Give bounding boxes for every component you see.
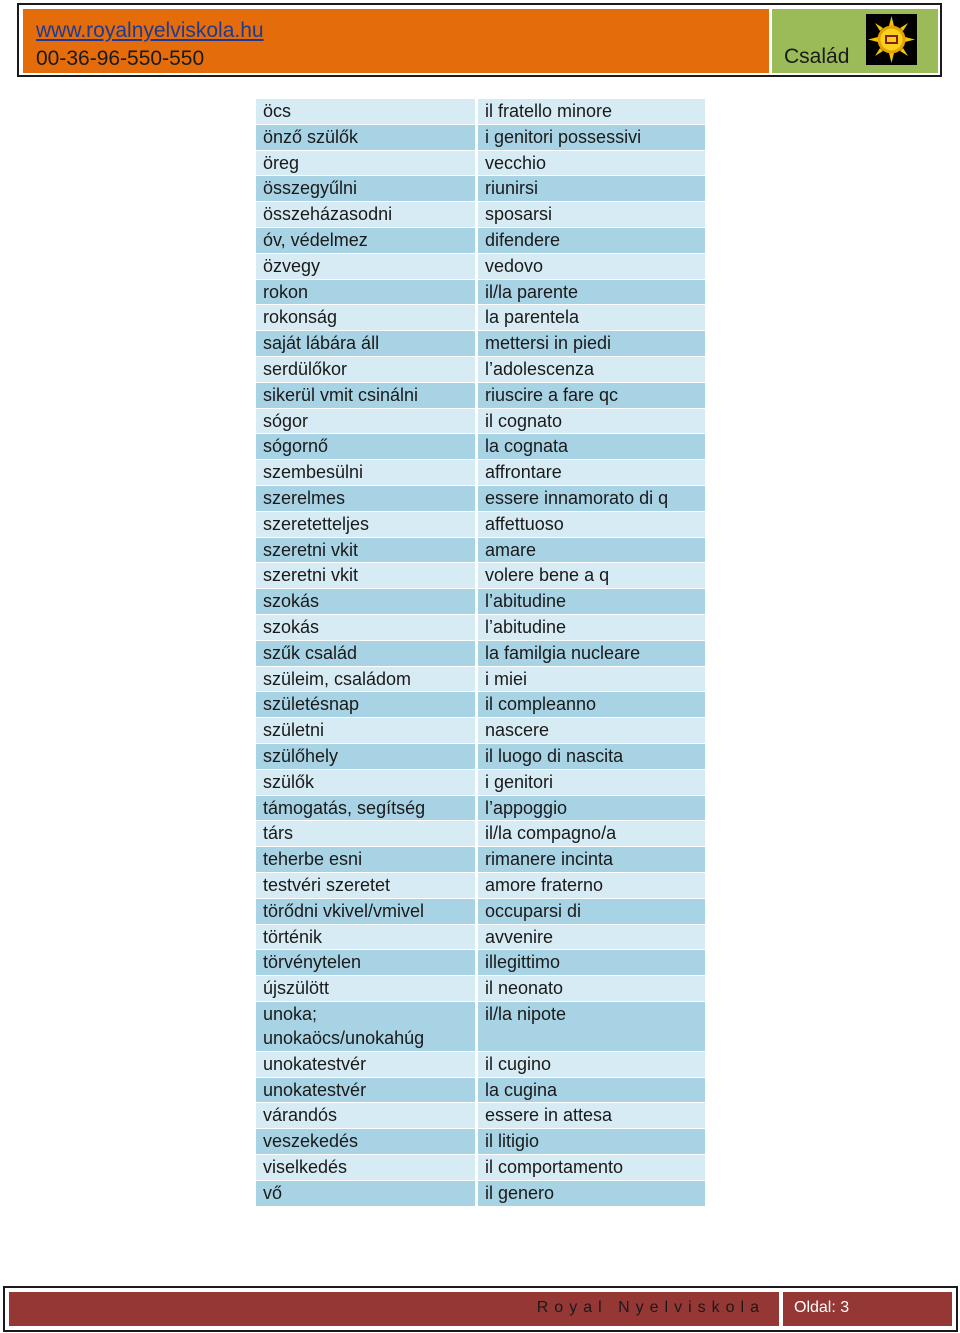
hungarian-term: özvegy bbox=[256, 254, 475, 280]
table-row bbox=[256, 1078, 705, 1104]
table-row bbox=[256, 331, 705, 357]
table-row bbox=[256, 899, 705, 925]
table-row bbox=[256, 589, 705, 615]
hungarian-term: szülőhely bbox=[256, 744, 475, 770]
hungarian-term: unoka; unokaöcs/unokahúg bbox=[256, 1002, 475, 1052]
italian-term: essere in attesa bbox=[478, 1103, 705, 1129]
italian-term: rimanere incinta bbox=[478, 847, 705, 873]
hungarian-term: öreg bbox=[256, 151, 475, 177]
italian-term: la cugina bbox=[478, 1078, 705, 1104]
table-row bbox=[256, 718, 705, 744]
table-row bbox=[256, 667, 705, 693]
hungarian-term: támogatás, segítség bbox=[256, 796, 475, 822]
table-row bbox=[256, 151, 705, 177]
italian-term: il genero bbox=[478, 1181, 705, 1207]
italian-term: l’abitudine bbox=[478, 615, 705, 641]
table-row bbox=[256, 383, 705, 409]
table-row bbox=[256, 847, 705, 873]
italian-term: essere innamorato di q bbox=[478, 486, 705, 512]
table-row bbox=[256, 512, 705, 538]
italian-term: avvenire bbox=[478, 925, 705, 951]
table-row bbox=[256, 563, 705, 589]
table-row bbox=[256, 357, 705, 383]
italian-term: i genitori bbox=[478, 770, 705, 796]
italian-term: l’adolescenza bbox=[478, 357, 705, 383]
table-row bbox=[256, 99, 705, 125]
table-row bbox=[256, 615, 705, 641]
italian-term: il cugino bbox=[478, 1052, 705, 1078]
hungarian-term: viselkedés bbox=[256, 1155, 475, 1181]
hungarian-term: várandós bbox=[256, 1103, 475, 1129]
italian-term: occuparsi di bbox=[478, 899, 705, 925]
hungarian-term: rokonság bbox=[256, 305, 475, 331]
table-row bbox=[256, 460, 705, 486]
italian-term: il cognato bbox=[478, 409, 705, 435]
table-row bbox=[256, 641, 705, 667]
hungarian-term: serdülőkor bbox=[256, 357, 475, 383]
hungarian-term: szokás bbox=[256, 589, 475, 615]
italian-term: il comportamento bbox=[478, 1155, 705, 1181]
hungarian-term: születésnap bbox=[256, 692, 475, 718]
italian-term: il compleanno bbox=[478, 692, 705, 718]
hungarian-term: sógornő bbox=[256, 434, 475, 460]
hungarian-term: szeretni vkit bbox=[256, 563, 475, 589]
italian-term: volere bene a q bbox=[478, 563, 705, 589]
hungarian-term: szerelmes bbox=[256, 486, 475, 512]
hungarian-term: törődni vkivel/vmivel bbox=[256, 899, 475, 925]
italian-term: vedovo bbox=[478, 254, 705, 280]
phone-number: 00-36-96-550-550 bbox=[36, 47, 205, 70]
hungarian-term: óv, védelmez bbox=[256, 228, 475, 254]
table-row bbox=[256, 692, 705, 718]
hungarian-term: szűk család bbox=[256, 641, 475, 667]
hungarian-term: történik bbox=[256, 925, 475, 951]
hungarian-term: újszülött bbox=[256, 976, 475, 1002]
hungarian-term: veszekedés bbox=[256, 1129, 475, 1155]
italian-term: difendere bbox=[478, 228, 705, 254]
hungarian-term: szeretetteljes bbox=[256, 512, 475, 538]
table-row bbox=[256, 796, 705, 822]
italian-term: il/la compagno/a bbox=[478, 821, 705, 847]
italian-term: la familgia nucleare bbox=[478, 641, 705, 667]
hungarian-term: unokatestvér bbox=[256, 1078, 475, 1104]
italian-term: il luogo di nascita bbox=[478, 744, 705, 770]
italian-term: i genitori possessivi bbox=[478, 125, 705, 151]
italian-term: riuscire a fare qc bbox=[478, 383, 705, 409]
italian-term: amore fraterno bbox=[478, 873, 705, 899]
hungarian-term: testvéri szeretet bbox=[256, 873, 475, 899]
hungarian-term: sógor bbox=[256, 409, 475, 435]
italian-term: vecchio bbox=[478, 151, 705, 177]
table-row bbox=[256, 409, 705, 435]
footer-brand-panel bbox=[9, 1292, 779, 1326]
italian-term: il fratello minore bbox=[478, 99, 705, 125]
table-row bbox=[256, 744, 705, 770]
hungarian-term: szembesülni bbox=[256, 460, 475, 486]
hungarian-term: szülők bbox=[256, 770, 475, 796]
table-row bbox=[256, 434, 705, 460]
table-row bbox=[256, 821, 705, 847]
table-row bbox=[256, 305, 705, 331]
footer-brand: Royal Nyelviskola bbox=[536, 1299, 765, 1316]
table-row bbox=[256, 538, 705, 564]
hungarian-term: sikerül vmit csinálni bbox=[256, 383, 475, 409]
italian-term: l’abitudine bbox=[478, 589, 705, 615]
italian-term: sposarsi bbox=[478, 202, 705, 228]
hungarian-term: születni bbox=[256, 718, 475, 744]
hungarian-term: saját lábára áll bbox=[256, 331, 475, 357]
italian-term: l’appoggio bbox=[478, 796, 705, 822]
table-row bbox=[256, 925, 705, 951]
italian-term: la parentela bbox=[478, 305, 705, 331]
italian-term: nascere bbox=[478, 718, 705, 744]
table-row bbox=[256, 176, 705, 202]
italian-term: mettersi in piedi bbox=[478, 331, 705, 357]
hungarian-term: törvénytelen bbox=[256, 950, 475, 976]
page-title: Család bbox=[784, 45, 850, 68]
page-footer bbox=[3, 1286, 958, 1332]
italian-term: affettuoso bbox=[478, 512, 705, 538]
hungarian-term: szeretni vkit bbox=[256, 538, 475, 564]
table-row bbox=[256, 873, 705, 899]
hungarian-term: rokon bbox=[256, 280, 475, 306]
hungarian-term: öcs bbox=[256, 99, 475, 125]
table-row bbox=[256, 1002, 705, 1052]
italian-term: riunirsi bbox=[478, 176, 705, 202]
table-row bbox=[256, 1155, 705, 1181]
table-row bbox=[256, 950, 705, 976]
hungarian-term: szokás bbox=[256, 615, 475, 641]
hungarian-term: teherbe esni bbox=[256, 847, 475, 873]
italian-term: la cognata bbox=[478, 434, 705, 460]
table-row bbox=[256, 228, 705, 254]
hungarian-term: összeházasodni bbox=[256, 202, 475, 228]
hungarian-term: szüleim, családom bbox=[256, 667, 475, 693]
table-row bbox=[256, 1129, 705, 1155]
header-contact-panel bbox=[23, 9, 769, 73]
italian-term: il litigio bbox=[478, 1129, 705, 1155]
italian-term: il/la nipote bbox=[478, 1002, 705, 1052]
table-row bbox=[256, 125, 705, 151]
header-title-panel bbox=[772, 9, 938, 73]
table-row bbox=[256, 280, 705, 306]
italian-term: i miei bbox=[478, 667, 705, 693]
table-row bbox=[256, 1052, 705, 1078]
italian-term: illegittimo bbox=[478, 950, 705, 976]
italian-term: il/la parente bbox=[478, 280, 705, 306]
table-row bbox=[256, 202, 705, 228]
vocabulary-table bbox=[256, 99, 705, 1207]
italian-term: amare bbox=[478, 538, 705, 564]
sun-emblem-icon bbox=[866, 14, 917, 65]
page-header bbox=[17, 3, 942, 77]
table-row bbox=[256, 486, 705, 512]
table-row bbox=[256, 1181, 705, 1207]
table-row bbox=[256, 770, 705, 796]
hungarian-term: társ bbox=[256, 821, 475, 847]
hungarian-term: vő bbox=[256, 1181, 475, 1207]
hungarian-term: összegyűlni bbox=[256, 176, 475, 202]
table-row bbox=[256, 254, 705, 280]
italian-term: affrontare bbox=[478, 460, 705, 486]
italian-term: il neonato bbox=[478, 976, 705, 1002]
website-link[interactable]: www.royalnyelviskola.hu bbox=[36, 19, 264, 42]
footer-page-panel bbox=[783, 1292, 952, 1326]
page-number: Oldal: 3 bbox=[794, 1299, 850, 1316]
table-row bbox=[256, 1103, 705, 1129]
hungarian-term: unokatestvér bbox=[256, 1052, 475, 1078]
table-row bbox=[256, 976, 705, 1002]
hungarian-term: önző szülők bbox=[256, 125, 475, 151]
